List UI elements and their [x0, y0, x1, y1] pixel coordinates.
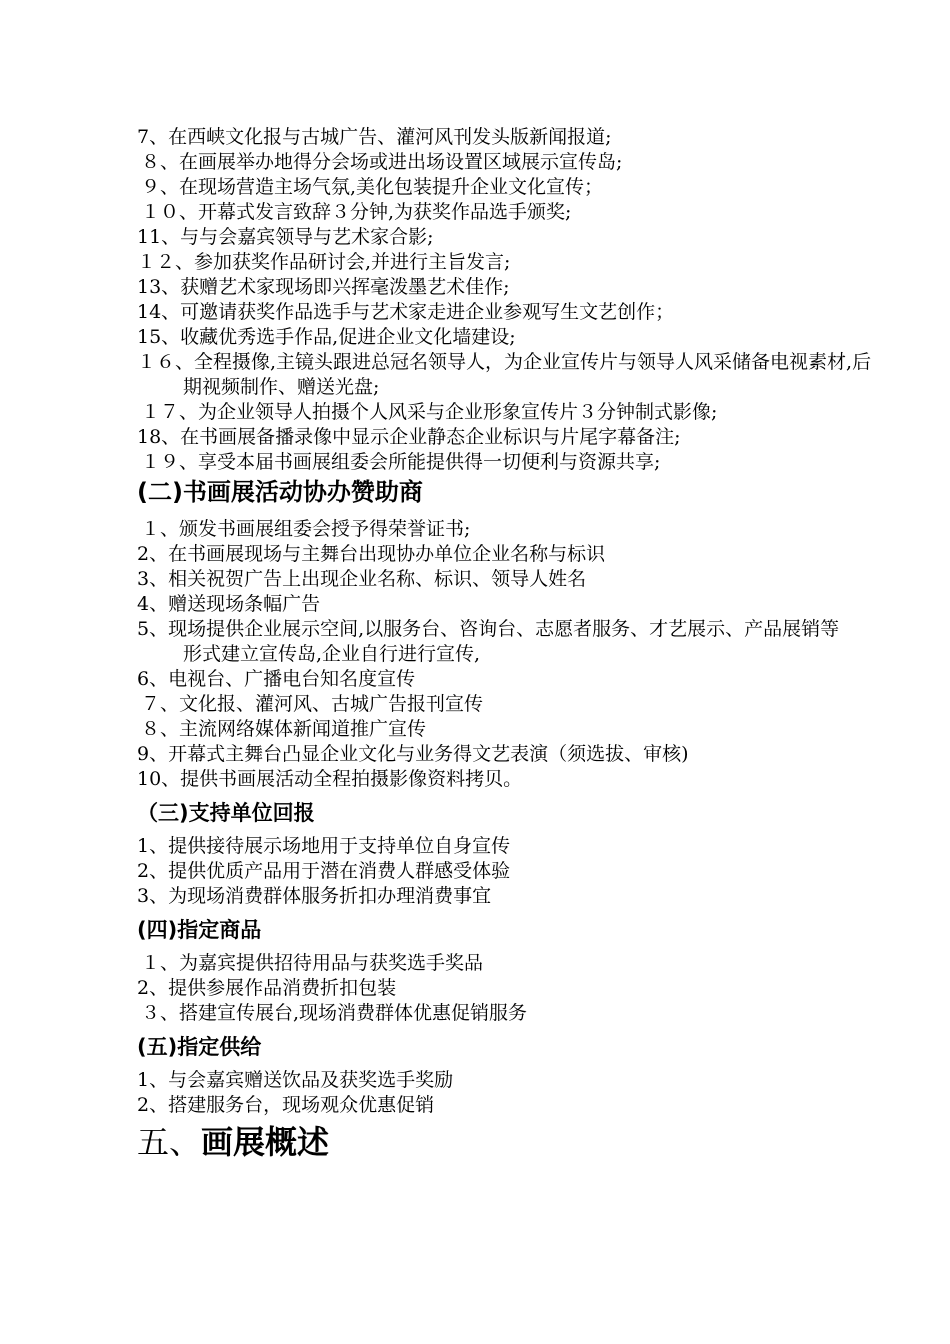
section-3-heading: （三)支持单位回报 [137, 801, 315, 825]
list-item: １、为嘉宾提供招待用品与获奖选手奖品 [141, 952, 484, 974]
list-item: １９、享受本届书画展组委会所能提供得一切便利与资源共享; [141, 451, 661, 473]
chapter-number: 五、 [137, 1123, 202, 1161]
list-item: 2、提供优质产品用于潜在消费人群感受体验 [137, 860, 511, 882]
list-item: 2、在书画展现场与主舞台出现协办单位企业名称与标识 [137, 543, 606, 565]
section-3-list [137, 834, 837, 909]
list-item: 6、电视台、广播电台知名度宣传 [137, 668, 416, 690]
list-item: ９、在现场营造主场气氛,美化包装提升企业文化宣传； [141, 176, 604, 198]
section-2-list [137, 517, 840, 792]
list-item: １、颁发书画展组委会授予得荣誉证书; [141, 518, 471, 540]
list-item: 15、收藏优秀选手作品,促进企业文化墙建设; [137, 326, 516, 348]
list-item: ３、搭建宣传展台,现场消费群体优惠促销服务 [141, 1002, 528, 1024]
list-item: 4、赠送现场条幅广告 [137, 593, 321, 615]
chapter-title: 画展概述 [201, 1123, 330, 1161]
list-item: 3、相关祝贺广告上出现企业名称、标识、领导人姓名 [137, 568, 587, 590]
list-item: １７、为企业领导人拍摄个人风采与企业形象宣传片３分钟制式影像; [141, 401, 718, 423]
section-2-heading: (二)书画展活动协办赞助商 [137, 478, 423, 506]
list-item: 2、搭建服务台，现场观众优惠促销 [137, 1094, 435, 1116]
section-5-heading: (五)指定供给 [137, 1035, 262, 1059]
document-content [137, 125, 872, 1164]
list-item: 3、为现场消费群体服务折扣办理消费事宜 [137, 885, 492, 907]
list-item: ８、主流网络媒体新闻道推广宣传 [141, 718, 427, 740]
section-5-list [137, 1068, 837, 1118]
list-item: 1、与会嘉宾赠送饮品及获奖选手奖励 [137, 1069, 454, 1091]
list-item: １６、全程摄像,主镜头跟进总冠名领导人，为企业宣传片与领导人风采储备电视素材,后期视频制作、赠送光盘; [137, 351, 872, 398]
list-item: 10、提供书画展活动全程拍摄影像资料拷贝。 [137, 768, 523, 790]
list-item: ８、在画展举办地得分会场或进出场设置区域展示宣传岛; [141, 151, 623, 173]
section-4-list [137, 951, 837, 1026]
list-item: 9、开幕式主舞台凸显企业文化与业务得文艺表演（须选拔、审核) [137, 743, 689, 765]
list-item: 7、在西峡文化报与古城广告、灌河风刊发头版新闻报道; [137, 126, 612, 148]
section-1-list [137, 125, 872, 475]
list-item: 11、与与会嘉宾领导与艺术家合影; [137, 226, 434, 248]
list-item: ７、文化报、灌河风、古城广告报刊宣传 [141, 693, 484, 715]
list-item: 5、现场提供企业展示空间,以服务台、咨询台、志愿者服务、才艺展示、产品展销等形式建立宣传岛,企业自行进行宣传, [137, 618, 840, 665]
list-item: 1、提供接待展示场地用于支持单位自身宣传 [137, 835, 511, 857]
list-item: 13、获赠艺术家现场即兴挥毫泼墨艺术佳作; [137, 276, 510, 298]
list-item: １０、开幕式发言致辞３分钟,为获奖作品选手颁奖; [141, 201, 572, 223]
chapter-heading [137, 1120, 837, 1164]
section-4-heading: (四)指定商品 [137, 918, 262, 942]
list-item: 2、提供参展作品消费折扣包装 [137, 977, 397, 999]
list-item: 18、在书画展备播录像中显示企业静态企业标识与片尾字幕备注; [137, 426, 681, 448]
list-item: 14、可邀请获奖作品选手与艺术家走进企业参观写生文艺创作； [137, 301, 675, 323]
list-item: １２、参加获奖作品研讨会,并进行主旨发言; [137, 251, 511, 273]
